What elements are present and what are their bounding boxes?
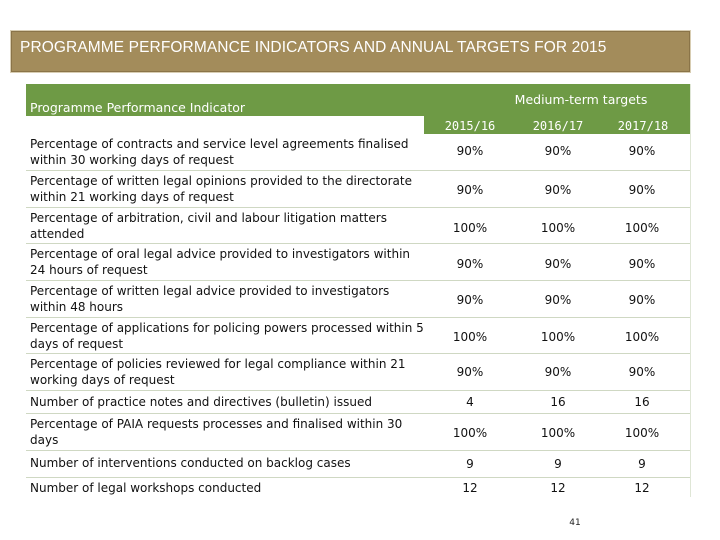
title-bar bbox=[10, 30, 691, 73]
target-2017-18: 100% bbox=[624, 330, 660, 344]
target-2017-18: 90% bbox=[628, 144, 656, 158]
target-2017-18: 90% bbox=[628, 257, 656, 271]
target-2016-17: 90% bbox=[544, 257, 572, 271]
target-2015-16: 90% bbox=[456, 144, 484, 158]
table-header bbox=[26, 84, 691, 116]
year-header-2016-17: 2016/17 bbox=[532, 119, 584, 133]
page-title: PROGRAMME PERFORMANCE INDICATORS AND ANNUAL TARGETS FOR 2015 bbox=[20, 39, 607, 56]
target-2015-16: 90% bbox=[456, 293, 484, 307]
target-2015-16: 100% bbox=[452, 221, 488, 235]
table-row bbox=[26, 244, 691, 281]
target-2015-16: 90% bbox=[456, 365, 484, 379]
table-row bbox=[26, 414, 691, 451]
target-2016-17: 90% bbox=[544, 365, 572, 379]
target-2017-18: 9 bbox=[638, 457, 646, 471]
page-number: 41 bbox=[569, 518, 581, 528]
target-2017-18: 90% bbox=[628, 293, 656, 307]
table-row bbox=[26, 208, 691, 244]
target-2015-16: 100% bbox=[452, 330, 488, 344]
target-2017-18: 100% bbox=[624, 221, 660, 235]
indicator-text: Percentage of oral legal advice provided to investigators within 24 hours of request bbox=[30, 247, 411, 277]
target-2016-17: 9 bbox=[554, 457, 562, 471]
target-2016-17: 90% bbox=[544, 144, 572, 158]
target-2016-17: 12 bbox=[550, 481, 566, 495]
target-2016-17: 90% bbox=[544, 293, 572, 307]
target-2017-18: 12 bbox=[634, 481, 650, 495]
indicator-text: Number of interventions conducted on backlog cases bbox=[30, 456, 351, 470]
target-2017-18: 16 bbox=[634, 395, 650, 409]
target-2017-18: 90% bbox=[628, 183, 656, 197]
target-2016-17: 100% bbox=[540, 330, 576, 344]
target-2015-16: 90% bbox=[456, 257, 484, 271]
table-row bbox=[26, 171, 691, 208]
table-row bbox=[26, 281, 691, 318]
target-2016-17: 16 bbox=[550, 395, 566, 409]
table-right-border bbox=[690, 84, 691, 497]
target-2017-18: 90% bbox=[628, 365, 656, 379]
year-header-2015-16: 2015/16 bbox=[444, 119, 496, 133]
indicator-text: Percentage of applications for policing powers processed within 5 days of request bbox=[30, 321, 424, 351]
target-2015-16: 4 bbox=[466, 395, 474, 409]
indicator-column-header: Programme Performance Indicator bbox=[30, 100, 246, 115]
indicator-text: Number of practice notes and directives (bulletin) issued bbox=[30, 395, 372, 409]
target-2015-16: 100% bbox=[452, 426, 488, 440]
indicator-text: Percentage of written legal advice provided to investigators within 48 hours bbox=[30, 284, 390, 314]
table-row bbox=[26, 391, 691, 414]
target-2016-17: 100% bbox=[540, 221, 576, 235]
table-row bbox=[26, 451, 691, 478]
target-2015-16: 9 bbox=[466, 457, 474, 471]
year-header-2017-18: 2017/18 bbox=[617, 119, 669, 133]
target-2016-17: 90% bbox=[544, 183, 572, 197]
indicator-text: Percentage of arbitration, civil and labour litigation matters attended bbox=[30, 211, 387, 241]
year-header-row bbox=[424, 116, 691, 134]
target-2015-16: 12 bbox=[462, 481, 478, 495]
indicator-text: Percentage of written legal opinions provided to the directorate within 21 working days of request bbox=[30, 174, 412, 204]
table-row bbox=[26, 478, 691, 499]
table-row bbox=[26, 134, 691, 171]
indicator-text: Number of legal workshops conducted bbox=[30, 481, 262, 495]
target-2016-17: 100% bbox=[540, 426, 576, 440]
indicator-text: Percentage of contracts and service level agreements finalised within 30 working days of request bbox=[30, 137, 409, 167]
indicator-text: Percentage of policies reviewed for legal compliance within 21 working days of request bbox=[30, 357, 406, 387]
table-row bbox=[26, 318, 691, 354]
table-row bbox=[26, 354, 691, 391]
target-2015-16: 90% bbox=[456, 183, 484, 197]
target-2017-18: 100% bbox=[624, 426, 660, 440]
indicator-text: Percentage of PAIA requests processes and finalised within 30 days bbox=[30, 417, 403, 447]
medium-term-targets-header: Medium-term targets bbox=[514, 92, 648, 107]
